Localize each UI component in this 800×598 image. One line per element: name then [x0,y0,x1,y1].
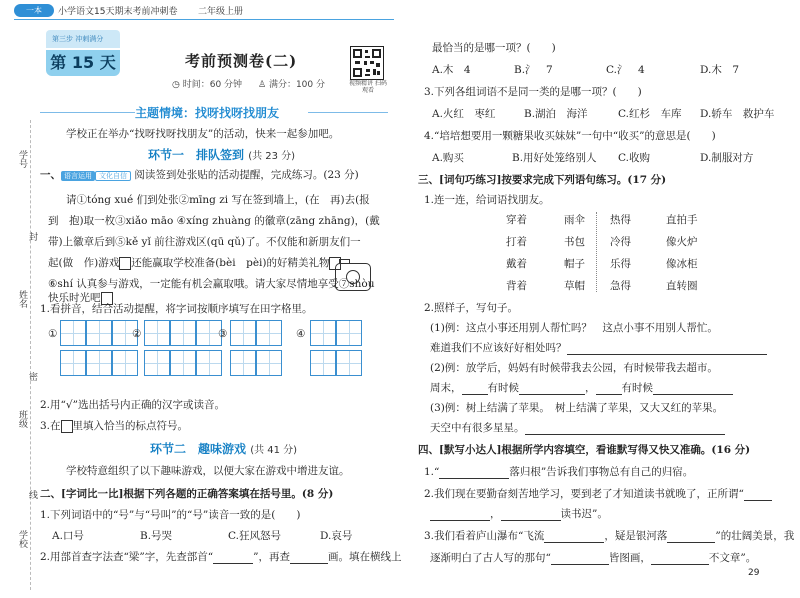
grid-cell[interactable] [230,320,256,346]
q1-para-4b: 还能赢取学校准备(bèi pèi)的好精美礼物 [131,257,330,269]
r-opt4-a[interactable]: A.购买 [432,152,464,164]
match-col2-3[interactable]: 草帽 [564,280,585,292]
qr-code[interactable] [350,46,384,80]
q1-para-1: 请①tóng xué 们到处张②mīng zi 写在签到墙上，(在 再)去(报 [66,194,370,206]
section1-label: 环节一 排队签到 [148,148,245,162]
r-opt3-b[interactable]: B.湖泊 海洋 [524,108,588,120]
answer-blank[interactable] [519,384,585,395]
header-rule [14,19,394,20]
answer-blank[interactable] [567,344,767,355]
match-col4-3[interactable]: 直转圈 [666,280,698,292]
binding-class: 班级 [17,410,27,428]
grid-cell[interactable] [112,350,138,376]
answer-blank[interactable] [462,384,488,395]
grid-cell[interactable] [144,320,170,346]
grid-cell[interactable] [230,350,256,376]
grid-cell[interactable] [60,320,86,346]
grid-cell[interactable] [86,350,112,376]
q2-title: 二、[字词比一比]根据下列各题的正确答案填在括号里。(8 分) [40,488,334,500]
exam-time-text: 时间：60 分钟 [182,80,243,90]
section1-title [148,146,295,163]
qr-pattern-icon [351,47,383,79]
match-col2-0[interactable]: 雨伞 [564,214,585,226]
grid-label-3: ③ [218,328,228,340]
radical-blank[interactable] [213,553,253,564]
grid-label-1: ① [48,328,58,340]
exam-score [258,77,325,90]
ex2c: ， [585,382,596,394]
grid-cell[interactable] [60,350,86,376]
q1-para-5: ⑥shí 认真参与游戏，一定能有机会赢取哦。请大家尽情地享受⑦shòu [48,278,375,290]
q1-heading [40,167,359,182]
binding-line [30,120,31,590]
grid-cell[interactable] [256,350,282,376]
r-q4: 4.“培培想要用一颗糖果收买妹妹”一句中“收买”的意思是( ) [424,130,716,142]
q2-q2 [40,549,402,564]
q6-2-cont [430,506,608,521]
q6-3d: 逐渐明白了古人写的那句“ [430,552,551,564]
day-label: 第 15 天 [46,50,120,76]
ex1: (1)例：这点小事还用别人帮忙吗？ 这点小事不用别人帮忙。 [430,322,718,334]
q2-q2a: 2.用部首查字法查“梁”字，先查部首“ [40,551,214,563]
q6-3c: ”的壮阔美景，我 [715,530,795,542]
series-title: 小学语文15天期末考前冲刺卷 [58,7,178,17]
imitate-title: 2.照样子，写句子。 [424,302,519,314]
r-opt1-a[interactable]: A.木 4 [432,64,471,76]
page-number: 29 [748,568,760,578]
grid-cell[interactable] [144,350,170,376]
r-opt3-a[interactable]: A.火红 枣红 [432,108,496,120]
r-opt3-d[interactable]: D.轿车 救护车 [700,108,775,120]
match-col4-0[interactable]: 直拍手 [666,214,698,226]
grid-label-4: ④ [296,328,306,340]
q1-sub2: 2.用“√”选出括号内正确的汉字或读音。 [40,399,225,411]
punct-box[interactable] [119,257,131,270]
section1-points: (共 23 分) [248,151,296,162]
match-col1-0[interactable]: 穿着 [506,214,527,226]
q6-1a: 1.“ [424,466,440,478]
q1-sub3a: 3.在 [40,420,61,432]
r-opt4-d[interactable]: D.制服对方 [700,152,754,164]
answer-blank[interactable] [667,532,715,543]
grid-label-2: ② [132,328,142,340]
q2-q1-opt-a[interactable]: A.口号 [52,530,84,542]
binding-name: 姓名 [17,290,27,308]
camera-icon [335,263,371,291]
r-opt4-b[interactable]: B.用好处笼络别人 [512,152,597,164]
q2-q2b: ”，再查 [253,551,290,563]
r-opt4-c[interactable]: C.收购 [618,152,650,164]
match-col3-3[interactable]: 急得 [610,280,631,292]
answer-blank[interactable] [501,510,561,521]
exam-time [172,77,242,90]
exam-score-text: 满分：100 分 [268,80,325,90]
grid-cell[interactable] [170,350,196,376]
binding-school: 学校 [17,530,27,548]
r-q5-title: 三、[词句巧练习]按要求完成下列语句练习。(17 分) [418,174,667,186]
ex2: (2)例：放学后，妈妈有时候带我去公园，有时候带我去超市。 [430,362,718,374]
match-col4-1[interactable]: 像火炉 [666,236,698,248]
q6-3b: ，疑是银河落 [604,530,668,542]
match-col4-2[interactable]: 像冰柜 [666,258,698,270]
q6-3a: 3.我们看着庐山瀑布“飞流 [424,530,545,542]
grid-cell[interactable] [256,320,282,346]
q6-3-cont [430,550,756,565]
punct-box-sample [61,420,73,433]
q6-2c: 读书迟”。 [560,508,608,520]
q1-num: 一、 [40,169,61,181]
q6-1 [424,464,693,479]
q6-2 [424,486,772,501]
q1-sub1: 1.看拼音，结合活动提醒，将字词按顺序填写在田字格里。 [40,303,313,315]
r-cont: 最恰当的是哪一项？( ) [432,42,556,54]
r-q6-title: 四、[默写小达人]根据所学内容填空，看谁默写得又快又准确。(16 分) [418,444,751,456]
grid-cell[interactable] [86,320,112,346]
q6-2b: ， [490,508,501,520]
series-badge: 一本 [14,4,54,17]
q1-tag-culture: 文化自信 [95,171,131,181]
intro2-text: 学校特意组织了以下趣味游戏，以便大家在游戏中增进友谊。 [66,465,350,477]
theme-rule-right [308,112,388,113]
ex2-question [430,380,733,395]
q1-tag-language: 语言运用 [61,171,95,181]
ex3-question [430,420,725,435]
score-icon: ♙ [258,80,267,90]
section2-points: (共 41 分) [250,445,298,456]
r-opt3-c[interactable]: C.红杉 车库 [618,108,682,120]
q2-q1-opt-b[interactable]: B.号哭 [140,530,173,542]
match-col1-2[interactable]: 戴着 [506,258,527,270]
ex3-q-text: 天空中有很多星星。 [430,422,525,434]
section2-label: 环节二 趣味游戏 [150,442,247,456]
answer-blank[interactable] [544,532,604,543]
q1-sub3b: 里填入恰当的标点符号。 [72,420,189,432]
q6-3 [424,528,794,543]
day-step-label: 第三步 冲刺满分 [52,35,104,43]
ex1-q-text: 难道我们不应该好好相处吗？ [430,342,567,354]
match-col2-2[interactable]: 帽子 [564,258,585,270]
q1-para-2: 到 抱)取一枚③xiǎo māo ④xíng zhuàng 的徽章(zāng zhāng)，(戴 [48,215,380,227]
match-col3-0[interactable]: 热得 [610,214,631,226]
match-col2-1[interactable]: 书包 [564,236,585,248]
q6-2a: 2.我们现在要勤奋刻苦地学习，要到老了才知道读书就晚了，正所谓“ [424,488,744,500]
q6-3f: 不文章”。 [708,552,757,564]
clock-icon: ◷ [172,80,180,90]
ex2a: 周末， [430,382,462,394]
q2-q2c: 画。填在横线上 [328,551,402,563]
q1-para-3: 带)上徽章后到⑤kě yǐ 前往游戏区(qū qǔ)了。不仅能和新朋友们一 [48,236,361,248]
q1-sub3 [40,418,188,433]
match-col1-1[interactable]: 打着 [506,236,527,248]
intro-text: 学校正在举办“找呀找呀找朋友”的活动，快来一起参加吧。 [66,128,340,140]
grade-label: 二年级上册 [198,7,244,17]
theme-title: 主题情境：找呀找呀找朋友 [135,106,280,120]
exam-title: 考前预测卷(二) [185,52,298,70]
ex2b: 有时候 [487,382,519,394]
r-opt1-d[interactable]: D.木 7 [700,64,740,76]
match-chain-divider [596,212,603,292]
match-title: 1.连一连，给词语找朋友。 [424,194,550,206]
q1-para-6a: 快乐时光吧 [48,292,101,304]
r-opt1-c[interactable]: C.氵 4 [606,64,645,76]
answer-blank[interactable] [596,384,622,395]
grid-cell[interactable] [336,320,362,346]
writing-grids [48,320,388,378]
stroke-blank[interactable] [290,553,328,564]
binding-number: 学号 [17,150,27,168]
ex3: (3)例：树上结满了苹果。 树上结满了苹果，又大又红的苹果。 [430,402,724,414]
theme-rule-left [40,112,135,113]
q1-para-4 [48,255,341,270]
binding-seal: 封 [27,232,37,241]
match-col1-3[interactable]: 背着 [506,280,527,292]
answer-blank[interactable] [430,510,490,521]
qr-caption: 视频精讲 扫码观看 [349,80,387,94]
grid-cell[interactable] [336,350,362,376]
answer-blank[interactable] [653,384,733,395]
q1-text: 阅读签到处张贴的活动提醒，完成练习。(23 分) [134,169,359,181]
section2-title [150,440,297,457]
q1-para-4a: 起(做 作)游戏 [48,257,120,269]
answer-blank[interactable] [525,424,725,435]
ex2d: 有时候 [621,382,653,394]
answer-blank[interactable] [439,468,509,479]
grid-cell[interactable] [310,320,336,346]
match-col3-1[interactable]: 冷得 [610,236,631,248]
q6-1b: 落归根”告诉我们事物总有自己的归宿。 [509,466,694,478]
binding-line-label: 线 [27,490,37,499]
answer-blank[interactable] [551,554,609,565]
q2-q1-opt-c[interactable]: C.狂风怒号 [228,530,281,542]
q6-3e: 皆图画， [608,552,651,564]
r-q3: 3.下列各组词语不是同一类的是哪一项？( ) [424,86,642,98]
r-opt1-b[interactable]: B.氵 7 [514,64,553,76]
answer-blank[interactable] [744,490,772,501]
answer-blank[interactable] [651,554,709,565]
binding-dense: 密 [27,372,37,381]
ex1-question [430,340,767,355]
grid-cell[interactable] [310,350,336,376]
grid-cell[interactable] [170,320,196,346]
grid-cell[interactable] [196,350,222,376]
q2-q1: 1.下列词语中的“号”与“号叫”的“号”读音一致的是( ) [40,509,301,521]
match-col3-2[interactable]: 乐得 [610,258,631,270]
q2-q1-opt-d[interactable]: D.哀号 [320,530,353,542]
